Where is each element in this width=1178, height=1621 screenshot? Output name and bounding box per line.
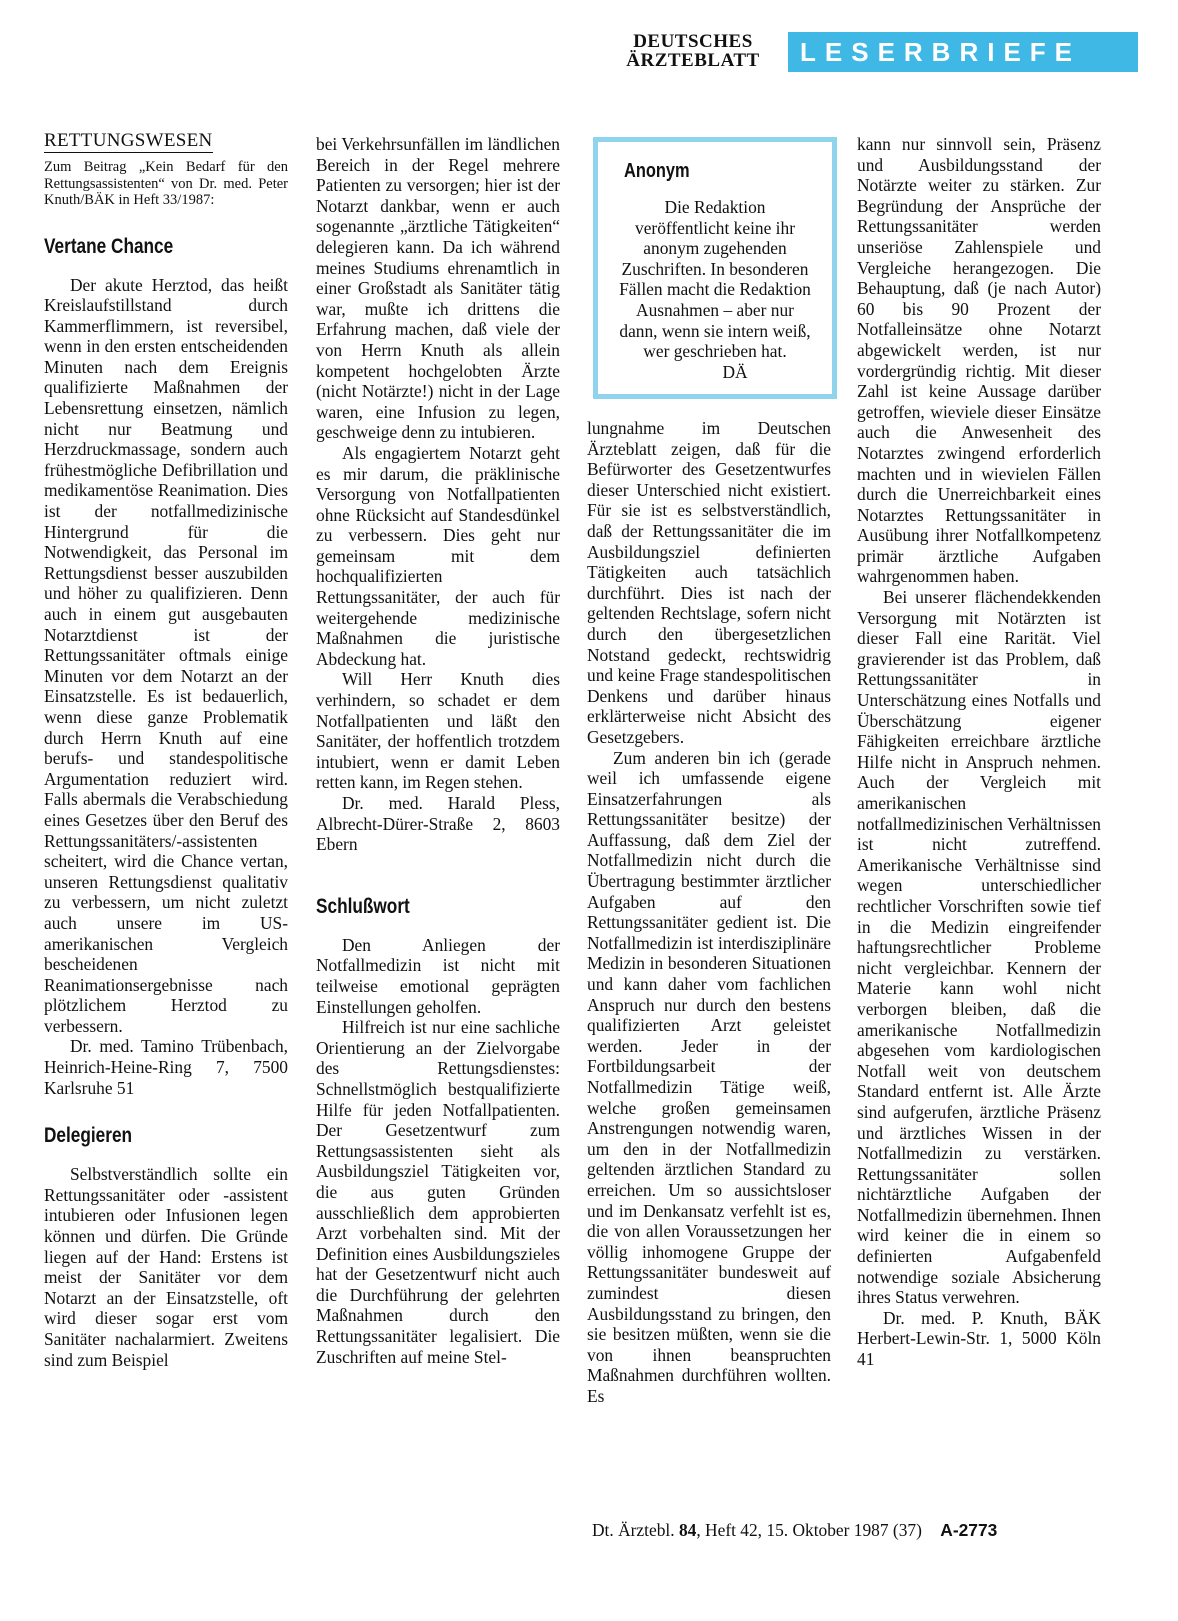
- anonym-notice-box: [593, 137, 837, 399]
- notice-text: [618, 197, 812, 382]
- notice-body: Die Redaktion veröffentlicht keine ihr anonym zugehenden Zuschriften. In besonderen Fällen macht die Redaktion Ausnahmen – aber nur dann, wenn sie intern weiß, wer geschrieben hat.: [619, 197, 811, 362]
- page-number: A-2773: [940, 1520, 998, 1540]
- column-3: [587, 418, 831, 1407]
- section-banner: LESERBRIEFE: [788, 32, 1138, 72]
- reply-body: Zum anderen bin ich (gerade weil ich umfassende eigene Einsatzerfahrungen als Rettungssanitäter besitze) der Auffassung, daß dem Ziel der Notfallmedizin nicht durch die Übertragung bestimmter ärztlicher Aufgaben auf den Rettungssanitäter gedient ist. Die Notfallmedizin ist interdisziplinäre Medizin in besonderen Situationen und kann daher vom fachlichen Anspruch nur durch den bestens qualifizierten Arzt geleistet werden. Jeder in der Fortbildungsarbeit der Notfallmedizin Tätige weiß, welche großen gemeinsamen Anstrengungen notwendig waren, um den in der Notfallmedizin geltenden ärztlichen Standard zu erreichen. Um so aussichtsloser und im Denkansatz verfehlt ist es, die von allen Voraussetzungen her völlig inhomogene Gruppe der Rettungssanitäter bundesweit auf zumindest diesen Ausbildungsstand zu bringen, den sie besitzen müßten, wenn sie die von ihnen beanspruchten Maßnahmen durchführen wollten. Es: [587, 747, 831, 1406]
- footer-issue-date: , Heft 42, 15. Oktober 1987 (37): [696, 1520, 922, 1540]
- column-1: [44, 130, 288, 1370]
- article-reference: Zum Beitrag „Kein Bedarf für den Rettungsassistenten“ von Dr. med. Peter Knuth/BÄK in Heft 33/1987:: [44, 159, 288, 208]
- letter-headline: Delegieren: [44, 1124, 133, 1148]
- reply-body: lungnahme im Deutschen Ärzteblatt zeigen, daß für die Befürworter des Gesetzentwurfes dieser Unterschied nicht existiert. Für sie ist es selbstverständlich, daß der Rettungssanitäter die im Ausbildungsziel definierten Tätigkeiten auch tatsächlich durchführt. Dies ist nach der geltenden Rechtslage, sofern nicht durch den übergesetzlichen Notstand gedeckt, rechtswidrig und keine Frage standespolitischen Denkens und darüber hinaus erklärterweise nicht Absicht des Gesetzgebers.: [587, 418, 831, 747]
- journal-title-line1: DEUTSCHES: [633, 31, 753, 52]
- letter-body: bei Verkehrsunfällen im ländlichen Bereich in der Regel mehrere Patienten zu versorgen; hier ist der Notarzt dankbar, wenn er auch sogenannte „ärztliche Tätigkeiten“ delegieren kann. Da ich während meines Studiums ehrenamtlich in einer Großstadt als Sanitäter tätig war, mußte ich drittens die Erfahrung machen, daß viele der von Herrn Knuth als allein kompetent hochgelobten Ärzte (nicht Notärzte!) nicht in der Lage waren, eine Infusion zu legen, geschweige denn zu intubieren.: [316, 134, 560, 443]
- letter-body: Will Herr Knuth dies verhindern, so schadet er dem Notfallpatienten und läßt den Sanitäter, der hoffentlich trotzdem intubiert, wenn er damit Leben retten kann, im Regen stehen.: [316, 669, 560, 793]
- letter-headline: Vertane Chance: [44, 234, 174, 258]
- reply-headline: Schlußwort: [316, 894, 410, 918]
- reply-body: kann nur sinnvoll sein, Präsenz und Ausbildungsstand der Notärzte weiter zu stärken. Zur Begründung der Ansprüche der Rettungssanitäter werden unseriöse Zahlenspiele und Vergleiche herangezogen. Die Behauptung, daß (je nach Autor) 60 bis 90 Prozent der Notfalleinsätze ohne Notarzt abgewickelt werden, ist nur vordergründig richtig. Mit dieser Zahl ist keine Aussage darüber getroffen, wieviele dieser Einsätze auch die Anwesenheit des Notarztes zwingend erforderlich machten und in wievielen Fällen durch die Unerreichbarkeit eines Notarztes Rettungssanitäter in Ausübung ihrer Notfallkompetenz primär ärztliche Aufgaben wahrgenommen haben.: [857, 134, 1101, 587]
- rubric-heading: RETTUNGSWESEN: [44, 130, 213, 151]
- footer-journal: Dt. Ärztebl.: [592, 1520, 675, 1540]
- column-2: [316, 134, 560, 1367]
- page-footer: [592, 1520, 997, 1541]
- letter-body: Als engagiertem Notarzt geht es mir darum, die präklinische Versorgung von Notfallpatienten ohne Rücksicht auf Standesdünkel zu verbessern. Dies geht nur gemeinsam mit dem hochqualifizierten Rettungssanitäter, der auch für weitergehende medizinische Maßnahmen die juristische Abdeckung hat.: [316, 442, 560, 669]
- column-4: [857, 134, 1101, 1370]
- reply-body: Hilfreich ist nur eine sachliche Orientierung an der Zielvorgabe des Rettungsdienstes: Schnellstmöglich bestqualifizierte Hilfe für jeden Notfallpatienten. Der Gesetzentwurf zum Rettungsassistenten sieht als Ausbildungsziel Tätigkeiten vor, die aus guten Gründen ausschließlich dem approbierten Arzt vorbehalten sind. Mit der Definition eines Ausbildungszieles hat der Gesetzentwurf nicht auch die Durchführung der gelehrten Maßnahmen durch den Rettungssanitäter legalisiert. Die Zuschriften auf meine Stel-: [316, 1017, 560, 1367]
- letter-body: Der akute Herztod, das heißt Kreislaufstillstand durch Kammerflimmern, ist reversibel, wenn in den ersten entscheidenden Minuten nach dem Ereignis qualifizierte Maßnahmen der Lebensrettung einsetzen, nämlich nicht nur Beatmung und Herzdruckmassage, sondern auch frühestmögliche Defibrillation und medikamentöse Reanimation. Dies ist der notfallmedizinische Hintergrund für die Notwendigkeit, das Personal im Rettungsdienst besser auszubilden und höher zu qualifizieren. Denn auch in einem gut ausgebauten Notarztdienst ist der Rettungssanitäter oftmals einige Minuten vor dem Notarzt an der Einsatzstelle. Es ist bedauerlich, wenn diese ganze Problematik durch Herrn Knuth auf eine berufs- und standespolitische Argumentation reduziert wird. Falls abermals die Verabschiedung eines Gesetzes über den Beruf des Rettungssanitäters/-assistenten scheitert, wird die Chance vertan, unseren Rettungsdienst qualitativ zu verbessern, um nicht zuletzt auch unsere im US-amerikanischen Vergleich bescheidenen Reanimationsergebnisse nach plötzlichem Herztod zu verbessern.: [44, 274, 288, 1036]
- journal-logo: [608, 32, 778, 70]
- footer-volume: 84: [678, 1520, 697, 1540]
- notice-headline: Anonym: [624, 160, 690, 182]
- journal-title-line2: ÄRZTEBLATT: [626, 50, 760, 71]
- reply-signature: Dr. med. P. Knuth, BÄK Herbert-Lewin-Str. 1, 5000 Köln 41: [857, 1307, 1101, 1370]
- reply-body: Bei unserer flächendekkenden Versorgung mit Notärzten ist dieser Fall eine Rarität. Viel gravierender ist das Problem, daß Rettungssanitäter in Unterschätzung eines Notfalls und Überschätzung eigener Fähigkeiten erreichbare ärztliche Hilfe nicht in Anspruch nehmen. Auch der Vergleich mit amerikanischen notfallmedizinischen Verhältnissen ist nicht zutreffend. Amerikanische Verhältnisse sind wegen unterschiedlicher rechtlicher Vorschriften sowie tief in die Medizin eingreifender haftungsrechtlicher Probleme nicht vergleichbar. Kennern der Materie kann wohl nicht verborgen bleiben, daß die amerikanische Notfallmedizin abgesehen vom kardiologischen Notfall weit von deutschem Standard entfernt ist. Alle Ärzte sind aufgerufen, ärztliche Präsenz und ärztliches Wissen in der Notfallmedizin zu verstärken. Rettungssanitäter sollen nichtärztliche Aufgaben der Notfallmedizin übernehmen. Ihnen wird keiner die in einem so definierten Aufgabenfeld notwendige soziale Absicherung ihres Status verwehren.: [857, 587, 1101, 1308]
- reply-body: Den Anliegen der Notfallmedizin ist nicht mit teilweise emotional geprägten Einstellungen geholfen.: [316, 934, 560, 1017]
- notice-initials: DÄ: [722, 361, 748, 382]
- letter-signature: Dr. med. Harald Pless, Albrecht-Dürer-Straße 2, 8603 Ebern: [316, 793, 560, 855]
- letter-signature: Dr. med. Tamino Trübenbach, Heinrich-Heine-Ring 7, 7500 Karlsruhe 51: [44, 1036, 288, 1098]
- letter-body: Selbstverständlich sollte ein Rettungssanitäter oder -assistent intubieren oder Infusionen legen können und dürfen. Die Gründe liegen auf der Hand: Erstens ist meist der Sanitäter vor dem Notarzt an der Einsatzstelle, oft wird dieser sogar erst vom Sanitäter nachalarmiert. Zweitens sind zum Beispiel: [44, 1164, 288, 1370]
- masthead: [608, 30, 1168, 78]
